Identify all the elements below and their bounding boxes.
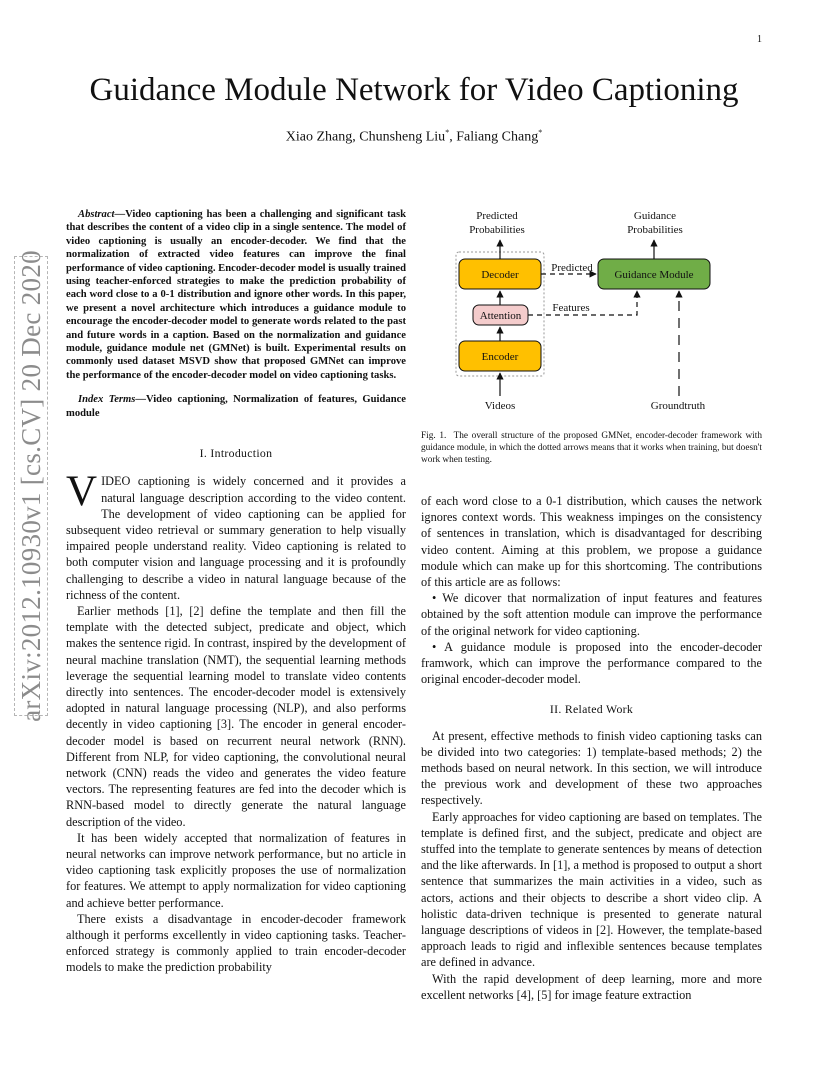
paragraph-text: Early approaches for video captioning are based on templates. The template is defined first, and the subject, predicate and object are stuffed into the template to generate sentences by means of detection and the like afterwards. In <box>421 809 762 873</box>
paragraph-text: With the rapid development of deep learning, more and more excellent networks <box>421 971 762 1002</box>
right-column <box>421 493 762 1003</box>
author-list: Xiao Zhang, Chunsheng Liu*, Faliang Chang* <box>285 128 543 145</box>
corresponding-mark: * <box>445 128 450 137</box>
intro-paragraph: There exists a disadvantage in encoder-decoder framework although it performs excellently in video captioning tasks. Teacher-enforced strategy is commonly applied to train encoder-decoder models to make the prediction probability <box>66 911 406 975</box>
contribution-text: We dicover that normalization of input features and features obtained by the soft attention module can improve the performance of the original network for video captioning. <box>421 591 762 638</box>
paragraph-text: . However, the template-based approach leads to rigid and inflexible sentences because templates are defined in advance. <box>421 923 763 970</box>
drop-cap: V <box>66 468 98 516</box>
abstract-text: Video captioning has been a challenging and significant task that describes the content of a video clip in a single sentence. The model of video captioning is usually an encoder-decoder. We find that the normalization of extracted video features can improve the final performance of video captioning. Encoder-decoder model is usually trained using teacher-enforced strategies to make the prediction probability of each word close to a 0-1 distribution and ignore other words. In this paper, we present a novel architecture which introduces a guidance module to encourage the encoder-decoder model to generate words related to the past and future words in a caption. Based on the normalization and guidance module, guidance module net (GMNet) is built. Experimental results on commonly used dataset MSVD show that proposed GMNet can improve the performance of the encoder-decoder model on video captioning tasks. <box>66 209 406 381</box>
paragraph-text: define the template and then fill the template with the detected subject, predicate and object, which makes the sentence rigid. In contrast, inspired by the development of neural machine translation (NMT), the sequential learning methods leverage the sequential learning model to translate video contents directly into sentences. The encoder-decoder model is extensively adopted in natural language processing (NLP), and also performs decently in video captioning <box>66 603 406 732</box>
predicted-probabilities-label: Probabilities <box>469 224 525 236</box>
intro-paragraph: of each word close to a 0-1 distribution, which causes the network ignores context words. This weakness impinges on the consistency of sentences in translation, which is disadvantaged for describing video content. Aiming at this problem, we propose a guidance module which can make up for this shortcoming. The contributions of this article are as follows: <box>421 494 762 590</box>
index-terms-text: Video captioning, Normalization of features, Guidance module <box>66 394 406 419</box>
index-terms-dash: — <box>135 394 146 406</box>
intro-paragraph <box>66 468 406 603</box>
features-edge-label: Features <box>552 302 590 314</box>
paragraph-text: , a method is proposed to output a short sentence that summarizes the main activities in a video, such as actors, actions and their objects to describe a short video clip. A holistic data-driven technique is presented to generate natural language descriptions of videos in <box>421 858 762 938</box>
related-work-paragraph <box>421 809 762 971</box>
intro-paragraph <box>66 603 406 830</box>
index-terms-lead: Index Terms <box>78 394 136 406</box>
abstract-lead: Abstract <box>78 209 115 220</box>
paragraph-text: , <box>530 987 538 1002</box>
left-column <box>66 208 406 976</box>
figure-caption <box>421 430 762 466</box>
corresponding-mark: * <box>538 128 543 137</box>
paragraph-text: . The encoder in general encoder-decoder model is based on recurrent neural network (RNN). Different from NLP, for video captioning, the convolutional neural network (CNN) reads the video and generates the video feature vectors. The representing features are fed into the decoder which is RNN-based model to directly generate the natural language description of the video. <box>66 717 406 829</box>
guidance-module-label: Guidance Module <box>614 269 694 281</box>
decoder-label: Decoder <box>481 269 519 281</box>
architecture-diagram <box>421 202 762 422</box>
contribution-item <box>421 639 762 688</box>
contribution-text: A guidance module is proposed into the encoder-decoder framwork, which can improve the performance compared to the original encoder-decoder model. <box>421 639 762 687</box>
citation-link[interactable]: [2] <box>595 923 611 938</box>
figure-gmnet-architecture <box>421 202 762 422</box>
intro-paragraph: It has been widely accepted that normalization of features in neural networks can improve network performance, but no article in video captioning task explicitly proposes the use of normalization for features. We attempt to apply normalization for video captioning and achieve better performance. <box>66 830 406 910</box>
paragraph-text: for image feature extraction <box>551 987 692 1002</box>
citation-link[interactable]: [2] <box>189 603 204 618</box>
related-work-paragraph <box>421 971 762 1003</box>
index-terms <box>66 393 406 420</box>
arxiv-stamp: arXiv:2012.10930v1 [cs.CV] 20 Dec 2020 <box>14 256 48 716</box>
citation-link[interactable]: [5] <box>537 987 552 1002</box>
abstract-dash: — <box>114 209 126 220</box>
bullet: • <box>432 639 437 654</box>
figure-caption-text: The overall structure of the proposed GMNet, encoder-decoder framework with guidance module, in which the dotted arrows means that it works when training, but doesn't work when testing. <box>421 431 762 465</box>
citation-link[interactable]: [3] <box>216 717 232 732</box>
page-number: 1 <box>757 34 762 45</box>
encoder-label: Encoder <box>481 351 519 363</box>
intro-paragraph-text: IDEO captioning is widely concerned and it provides a natural language description according to the video content. The development of video captioning can be applied for subsequent video retrieval or summary generation to help visually impaired people understand reality. Video captioning is related to both computer vision and language processing and it is profoundly challenging to describe a video in natural language because of the richness of the content. <box>66 474 406 602</box>
section-heading-related-work: II. Related Work <box>549 702 634 717</box>
groundtruth-label: Groundtruth <box>650 400 706 412</box>
videos-label: Videos <box>484 400 516 412</box>
citation-link[interactable]: [4] <box>516 987 531 1002</box>
paper-title: Guidance Module Network for Video Captioning <box>89 72 739 108</box>
predicted-edge-label: Predicted <box>551 262 593 274</box>
bullet: • <box>432 591 437 606</box>
citation-link[interactable]: [1] <box>165 603 180 618</box>
figure-label: Fig. 1. <box>421 431 447 441</box>
predicted-probabilities-label: Predicted <box>476 210 518 222</box>
citation-link[interactable]: [1] <box>553 858 568 873</box>
paragraph-text: Earlier methods <box>77 603 166 618</box>
paragraph-text: , <box>179 603 190 618</box>
contribution-item <box>421 590 762 639</box>
author-name: Faliang Chang <box>456 129 539 145</box>
guidance-probabilities-label: Guidance <box>633 210 677 222</box>
author-name: Chunsheng Liu <box>359 129 446 145</box>
related-work-paragraph: At present, effective methods to finish video captioning tasks can be divided into two categories: 1) template-based methods; 2) the methods based on neural network. In this section, we will introduce the previous work and development of these two approaches respectively. <box>421 728 762 808</box>
attention-label: Attention <box>479 310 522 322</box>
abstract <box>66 208 406 382</box>
section-heading-introduction: I. Introduction <box>199 446 273 461</box>
guidance-probabilities-label: Probabilities <box>627 224 683 236</box>
author-name: Xiao Zhang <box>285 129 353 145</box>
